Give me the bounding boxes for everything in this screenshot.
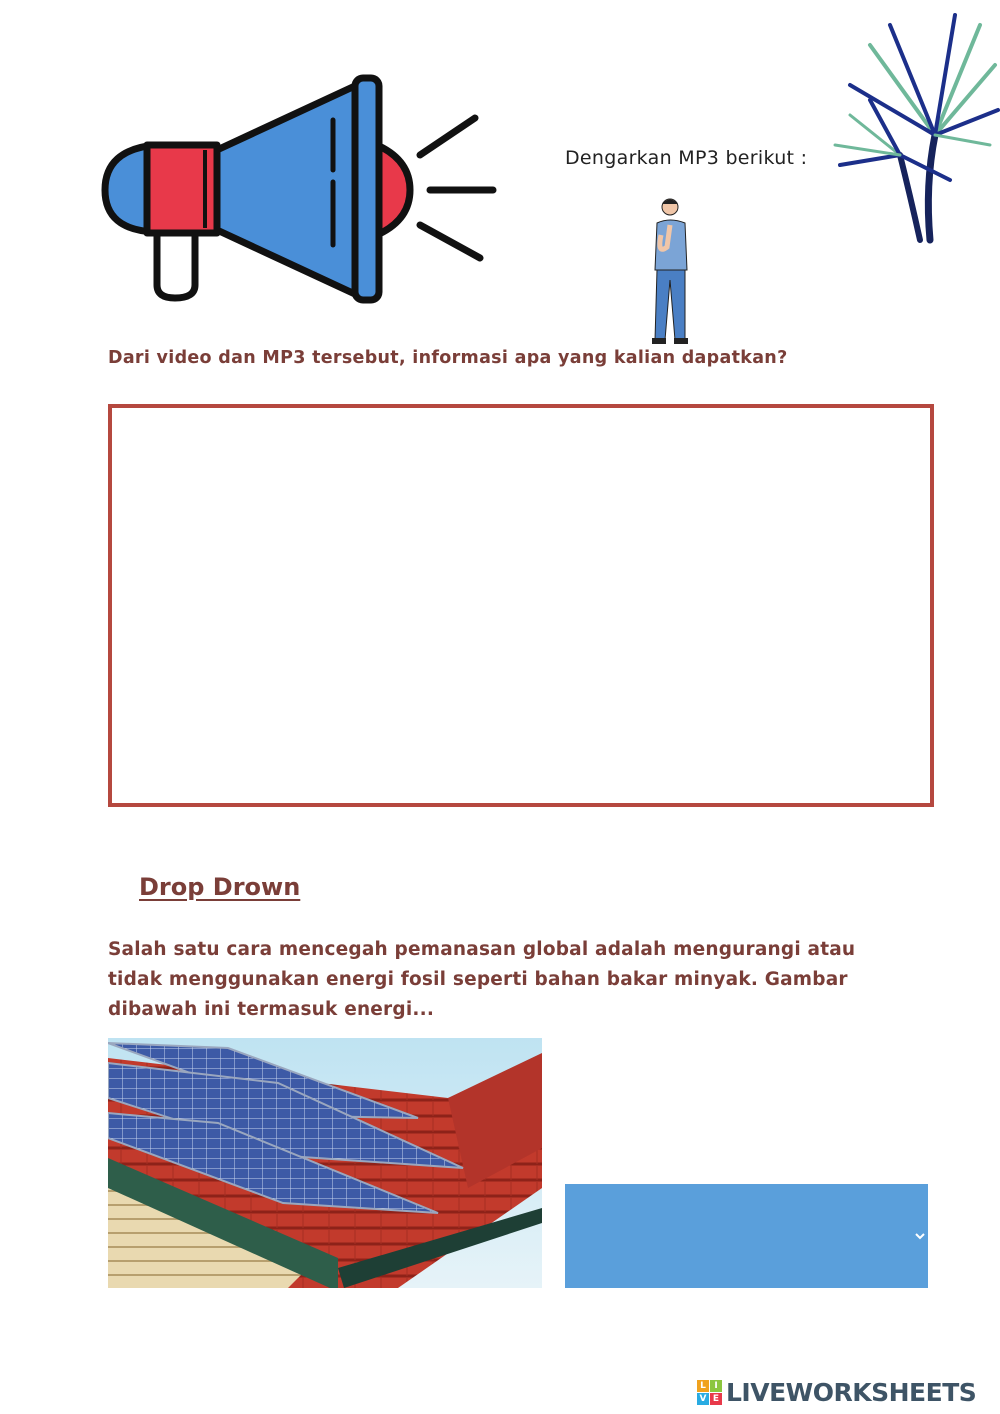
palm-plant-icon	[830, 5, 1000, 245]
energy-dropdown[interactable]	[565, 1184, 928, 1288]
megaphone-icon	[95, 70, 505, 310]
question-paragraph: Salah satu cara mencegah pemanasan global adalah mengurangi atau tidak menggunakan energi fosil seperti bahan bakar minyak. Gambar dibawah ini termasuk energi...	[108, 939, 856, 1020]
brand-logo-letter: I	[710, 1380, 722, 1392]
answer-textarea[interactable]	[108, 404, 934, 807]
question-prompt: Dari video dan MP3 tersebut, informasi apa yang kalian dapatkan?	[108, 348, 788, 368]
brand-logo-letter: L	[697, 1380, 709, 1392]
brand-logo-letter: E	[710, 1393, 722, 1405]
brand-logo	[697, 1378, 976, 1407]
solar-panel-roof-photo	[108, 1038, 542, 1288]
brand-logo-letter: V	[697, 1393, 709, 1405]
brand-logo-mark	[697, 1380, 722, 1405]
thinking-man-icon	[645, 195, 695, 350]
brand-name: LIVEWORKSHEETS	[726, 1378, 977, 1407]
listen-instruction: Dengarkan MP3 berikut :	[565, 147, 808, 169]
section-title: Drop Drown	[139, 873, 301, 901]
